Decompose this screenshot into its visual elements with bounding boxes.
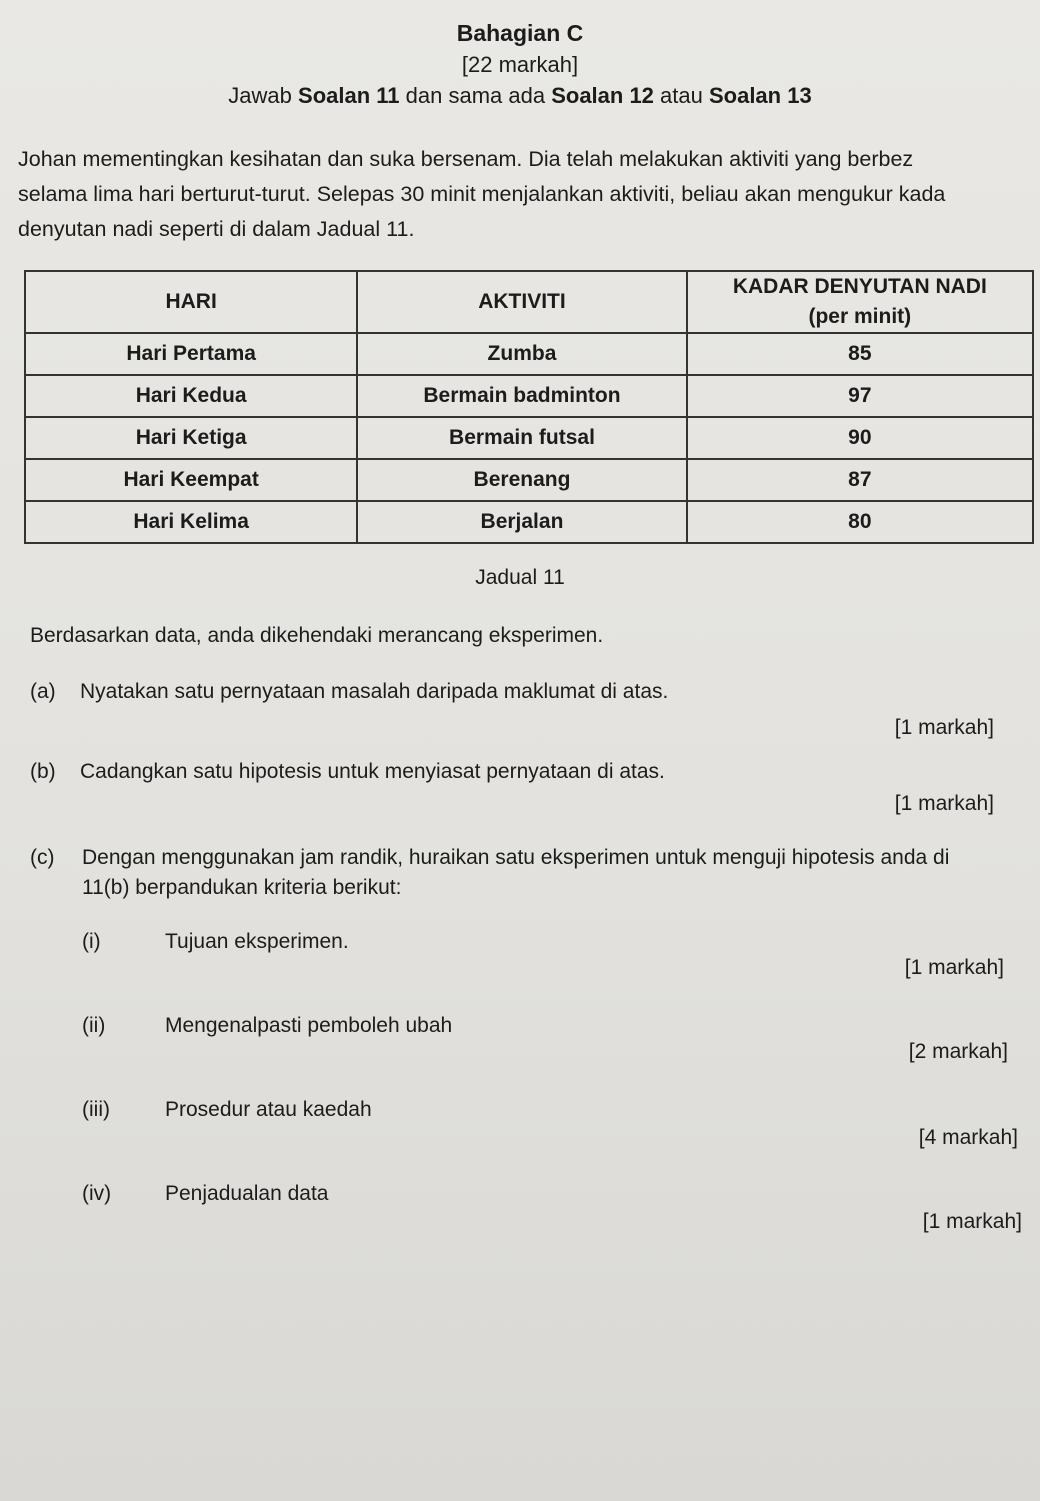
question-c-ii-label: (ii) [82, 1014, 106, 1037]
intro-line: selama lima hari berturut-turut. Selepas 30 minit menjalankan aktiviti, beliau akan mengukur kada [18, 182, 946, 206]
cell-day: Hari Keempat [25, 459, 357, 501]
question-c-line1: Dengan menggunakan jam randik, huraikan satu eksperimen untuk menguji hipotesis anda di [82, 846, 950, 869]
question-a-label: (a) [30, 680, 56, 703]
question-c-i-label: (i) [82, 930, 101, 953]
intro-line: Johan mementingkan kesihatan dan suka bersenam. Dia telah melakukan aktiviti yang berbez [18, 147, 914, 171]
question-b-label: (b) [30, 760, 56, 783]
cell-day: Hari Kelima [25, 501, 357, 543]
question-a-marks: [1 markah] [894, 716, 994, 739]
cell-activity: Berenang [357, 459, 686, 501]
question-c-iv-marks: [1 markah] [922, 1210, 1022, 1233]
table-row [25, 333, 1033, 375]
question-c-i-marks: [1 markah] [904, 956, 1004, 979]
instruction-text: dan sama ada [399, 83, 552, 108]
header-hari: HARI [25, 271, 357, 333]
cell-pulse: 85 [687, 333, 1033, 375]
pulse-rate-table [24, 270, 1034, 544]
cell-day: Hari Kedua [25, 375, 357, 417]
cell-pulse: 97 [687, 375, 1033, 417]
instruction-q12: Soalan 12 [551, 83, 654, 108]
cell-day: Hari Pertama [25, 333, 357, 375]
table-row [25, 501, 1033, 543]
instruction-text: Jawab [228, 83, 299, 108]
table-caption: Jadual 11 [475, 566, 565, 589]
cell-activity: Zumba [357, 333, 686, 375]
question-a-text: Nyatakan satu pernyataan masalah daripada maklumat di atas. [80, 680, 669, 703]
cell-pulse: 80 [687, 501, 1033, 543]
question-c-line2: 11(b) berpandukan kriteria berikut: [82, 876, 402, 899]
question-c-ii-marks: [2 markah] [908, 1040, 1008, 1063]
section-title: Bahagian C [456, 20, 584, 46]
question-c-ii-text: Mengenalpasti pemboleh ubah [165, 1014, 453, 1037]
question-c-i-text: Tujuan eksperimen. [165, 930, 349, 953]
header-kadar [687, 271, 1033, 333]
cell-activity: Bermain badminton [357, 375, 686, 417]
cell-pulse: 90 [687, 417, 1033, 459]
question-c-iv-label: (iv) [82, 1182, 112, 1205]
question-intro [18, 142, 1040, 247]
instruction-text: atau [653, 83, 709, 108]
table-row [25, 459, 1033, 501]
question-c-iv-text: Penjadualan data [165, 1182, 329, 1205]
table-header-row [25, 271, 1033, 333]
question-c-iii-text: Prosedur atau kaedah [165, 1098, 372, 1121]
cell-activity: Berjalan [357, 501, 686, 543]
header-aktiviti: AKTIVITI [357, 271, 686, 333]
cell-activity: Bermain futsal [357, 417, 686, 459]
question-b-text: Cadangkan satu hipotesis untuk menyiasat pernyataan di atas. [80, 760, 665, 783]
question-c-iii-label: (iii) [82, 1098, 110, 1121]
intro-line: denyutan nadi seperti di dalam Jadual 11. [18, 217, 415, 241]
section-instruction [0, 83, 1040, 109]
instruction-q11: Soalan 11 [298, 83, 400, 108]
question-c-label: (c) [30, 846, 55, 869]
section-total-marks: [22 markah] [461, 52, 579, 77]
question-c-iii-marks: [4 markah] [918, 1126, 1018, 1149]
instruction-q13: Soalan 13 [708, 83, 812, 108]
question-b-marks: [1 markah] [894, 792, 994, 815]
header-kadar-main: KADAR DENYUTAN NADI [732, 275, 987, 298]
table-row [25, 375, 1033, 417]
header-kadar-unit: (per minit) [808, 305, 912, 328]
task-intro: Berdasarkan data, anda dikehendaki merancang eksperimen. [30, 624, 604, 647]
table-row [25, 417, 1033, 459]
cell-day: Hari Ketiga [25, 417, 357, 459]
cell-pulse: 87 [687, 459, 1033, 501]
